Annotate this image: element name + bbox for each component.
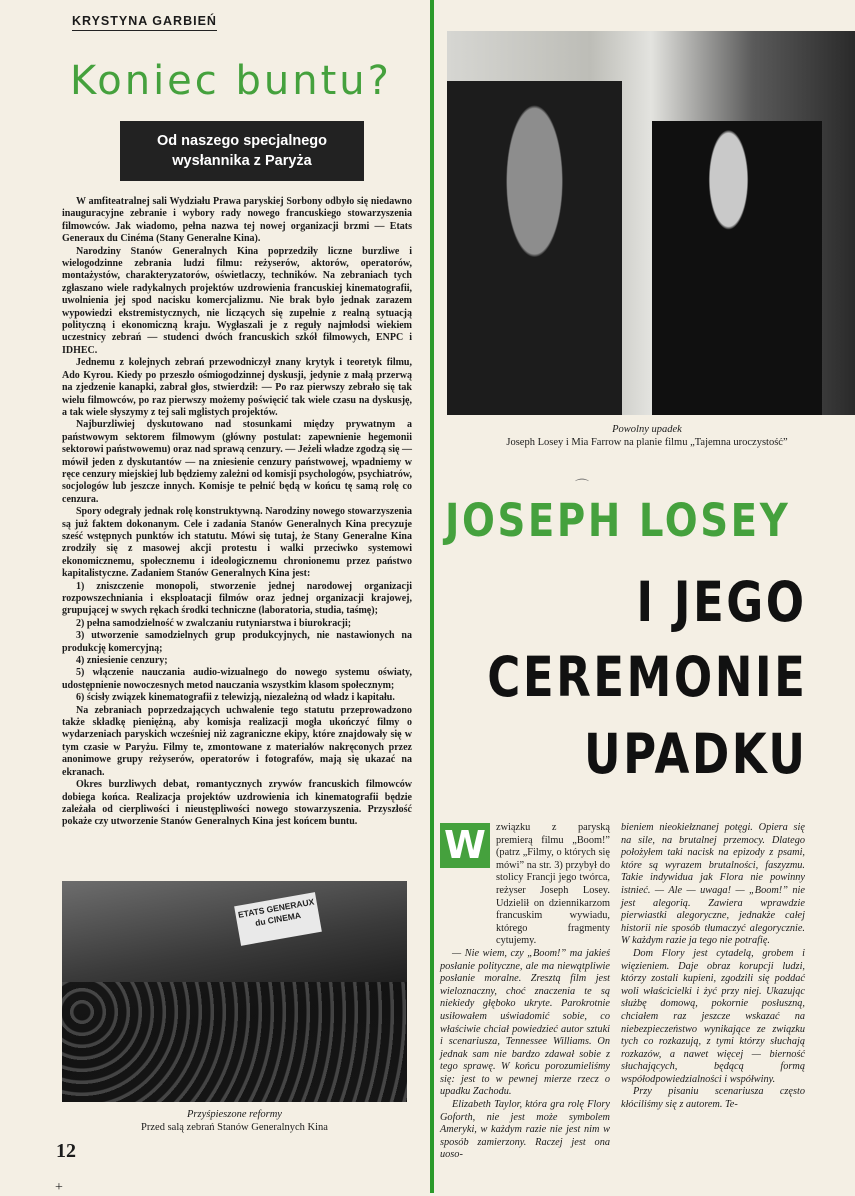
photo-crowd bbox=[62, 881, 407, 1102]
cinema-sign: ETATS GENERAUX du CINEMA bbox=[234, 892, 322, 946]
paragraph: Jednemu z kolejnych zebrań przewodniczył znany krytyk i teoretyk filmu, Ado Kyrou. Kiedy po przeszło ośmiogodzinnej dyskusji, jedynie z małą przerwą na zjedzenie kanapki, zabrał głos, stwierdził: — Po raz pierwszy zebrało się tak wielu filmowców, po raz pierwszy możemy poświęcić tak wiele czasu na dyskusję, a tak wiele słyszymy z tej sali mglistych projektów. bbox=[62, 357, 412, 418]
page-number: 12 bbox=[56, 1140, 76, 1162]
column-divider bbox=[430, 0, 434, 1193]
decorative-mark: ⌒ bbox=[575, 480, 589, 495]
paragraph: Okres burzliwych debat, romantycznych zrywów francuskich filmowców dobiega końca. Realizacja projektów uzdrowienia ich kinematografii będzie zależała od cierpliwości i nieustępliwości nowego stowarzyszenia. Przyszłość pokaże czy utworzenie Stanów Generalnych Kina jest końcem buntu. bbox=[62, 779, 412, 828]
left-article-body bbox=[62, 196, 412, 829]
paragraph: Dom Flory jest cytadelą, grobem i więzieniem. Daje obraz korupcji ludzi, którzy zostali kupieni, zgodzili się poddać woli właścicielki i żyć przy niej. Ukazując służbę domową, pokornie posłuszną, chciałem raz jeszcze wskazać na niebezpieczeństwo wynikające ze związku tych co rozkazują, z tymi którzy słuchają rozkazów, a nawet więcej — bierność słuchających, będącą formą współodpowiedzialności i współwiny. bbox=[621, 947, 805, 1085]
paragraph: Narodziny Stanów Generalnych Kina poprzedziły liczne burzliwe i wielogodzinne zebrania ludzi filmu: reżyserów, aktorów, operatorów, montażystów, charakteryzatorów, oświetlaczy, techników. Na zebraniach tych zgłaszano wiele radykalnych projektów uzdrowienia francuskiej kinematografii, uwolnienia jej spod nacisku komercjalizmu. Nie brak było jednak zarazem wypowiedzi ekstremistycznych, nie liczących się zupełnie z realną sytuacją polityczną i ekonomiczną kraju. Wygłaszali je z reguły najmłodsi wiekiem uczestnicy zebrań — studenci dwóch francuskich szkół filmowych, ENPC i IDHEC. bbox=[62, 245, 412, 356]
woman-figure bbox=[652, 121, 822, 415]
subtitle-line-2: wysłannika z Paryża bbox=[172, 153, 312, 169]
paragraph: Najburzliwiej dyskutowano nad stosunkami między prywatnym a państwowym sektorem filmowym (główny postulat: zapewnienie hegemonii sektorowi państwowemu) oraz nad sprawą cenzury. — Jeżeli władze zgodzą się — mówił jeden z dyskutantów — na zniesienie cenzury państwowej, wpadniemy w ręce cenzury miejskiej lub będziemy zależni od komisji psychologów, psychiatrów, socjologów lub jeszcze innych. Komisje te pełnić będą w końcu tę samą rolę co cenzura. bbox=[62, 419, 412, 505]
paragraph: związku z paryską premierą filmu „Boom!” (patrz „Filmy, o których się mówi” na str. 3) przybył do stolicy Francji jego twórca, reżyser Joseph Losey. Udzielił on dziennikarzom francuskim wywiadu, którego fragmenty cytujemy. bbox=[496, 822, 610, 947]
paragraph: Elizabeth Taylor, która gra rolę Flory Goforth, nie jest może symbolem Ameryki, w każdym razie nie jest nim w sposób zamierzony. Raczej jest ona uoso- bbox=[440, 1099, 610, 1161]
photo-losey-farrow bbox=[447, 31, 855, 415]
interview-column-1 bbox=[440, 822, 610, 1162]
caption-right bbox=[447, 423, 847, 449]
drop-cap: W bbox=[440, 823, 490, 868]
paragraph: 3) utworzenie samodzielnych grup produkcyjnych, nie nastawionych na produkcję komercyjną; bbox=[62, 630, 412, 654]
caption-left-text: Przed salą zebrań Stanów Generalnych Kina bbox=[141, 1122, 328, 1133]
interview-column-2 bbox=[621, 822, 805, 1112]
subtitle-line-1: Od naszego specjalnego bbox=[156, 133, 327, 149]
author-byline: KRYSTYNA GARBIEŃ bbox=[72, 14, 217, 31]
paragraph: Przy pisaniu scenariusza często kłóciliśmy się z autorem. Te- bbox=[621, 1086, 805, 1111]
headline-line-2: I JEGO bbox=[636, 570, 807, 634]
caption-right-title: Powolny upadek bbox=[612, 424, 682, 435]
subtitle-box bbox=[120, 121, 364, 181]
headline-name: JOSEPH LOSEY bbox=[445, 494, 791, 547]
registration-mark: + bbox=[55, 1180, 63, 1195]
paragraph: Spory odegrały jednak rolę konstruktywną. Narodziny nowego stowarzyszenia są już faktem dokonanym. Cele i zadania Stanów Generalnych Kina precyzuje sześć wstępnych punktów ich statutu. Mówi się tutaj, że Stany Generalne Kina zrodziły się z masowej akcji protestu i walki przeciwko systemowi ekonomicznemu, społecznemu i ideologicznemu chronionemu przez państwo kapitalistyczne. Zadaniem Stanów Generalnych Kina jest: bbox=[62, 506, 412, 580]
caption-left-title: Przyśpieszone reformy bbox=[187, 1109, 282, 1120]
paragraph: — Nie wiem, czy „Boom!” ma jakieś posłanie polityczne, ale ma niewątpliwie posłanie moralne. Zresztą film jest wieloznaczny, choć znaczenia te są niekiedy głęboko ukryte. Parokrotnie usiłowałem uświadomić sobie, co właściwie chciał powiedzieć autor sztuki i scenariusza, Tennessee Williams. On jednak sam nie bardzo zdawał sobie z tego sprawę. W końcu porozumieliśmy się: jest to w pewnej mierze rzecz o upadku Zachodu. bbox=[440, 947, 610, 1098]
paragraph: 4) zniesienie cenzury; bbox=[76, 655, 168, 667]
caption-left bbox=[62, 1108, 407, 1134]
paragraph: 2) pełna samodzielność w zwalczaniu rutyniarstwa i biurokracji; bbox=[76, 617, 352, 629]
article-title: Koniec buntu? bbox=[70, 58, 392, 104]
paragraph: W amfiteatralnej sali Wydziału Prawa paryskiej Sorbony odbyło się niedawno inauguracyjne zebranie i wybory rady nowego francuskiego stowarzyszenia filmowców. Jak wiadomo, pełna nazwa tej nowej organizacji brzmi — Etats Generaux du Cinéma (Stany Generalne Kina). bbox=[62, 196, 412, 245]
paragraph: 6) ścisły związek kinematografii z telewizją, niezależną od władz i kapitału. bbox=[76, 692, 395, 704]
paragraph: 5) włączenie nauczania audio-wizualnego do nowego systemu oświaty, udostępnienie nowoczesnych metod nauczania wszystkim klasom społecznym; bbox=[62, 667, 412, 691]
paragraph: Na zebraniach poprzedzających uchwalenie tego statutu przeprowadzono także składkę pieniężną, aby komisja realizacji mogła ukończyć filmy o wydarzeniach paryskich wcześniej niż zagraniczne ekipy, które znajdowały się w tym czasie w Paryżu. Filmy te, zmontowane z materiałów nakręconych przez anonimowe grupy reżyserów, operatorów i fotografów, mają się ukazać na ekranach. bbox=[62, 704, 412, 778]
paragraph: bieniem nieokiełznanej potęgi. Opiera się na sile, na brutalnej przemocy. Dlatego położyłem taki nacisk na epizody z psami, które są wyrazem brutalności, faszyzmu. Takie indywidua jak Flora nie powinny istnieć. — Ale — uwaga! — „Boom!” nie jest alegorią. Zawiera wprawdzie pierwiastki alegoryczne, jednakże całej historii nie sposób tłumaczyć alegorycznie. W każdym razie ja tego nie potrafię. bbox=[621, 822, 805, 947]
paragraph: 1) zniszczenie monopoli, stworzenie jednej narodowej organizacji rozpowszechniania i eksploatacji filmów oraz jednej organizacji krajowej, grupującej w swych rękach środki techniczne (laboratoria, studia, taśmę); bbox=[62, 580, 412, 617]
headline-line-3: CEREMONIE bbox=[486, 645, 807, 709]
caption-right-text: Joseph Losey i Mia Farrow na planie filmu „Tajemna uroczystość” bbox=[506, 437, 788, 448]
headline-line-4: UPADKU bbox=[583, 722, 807, 786]
crowd-silhouette bbox=[62, 982, 407, 1102]
man-figure bbox=[447, 81, 622, 415]
